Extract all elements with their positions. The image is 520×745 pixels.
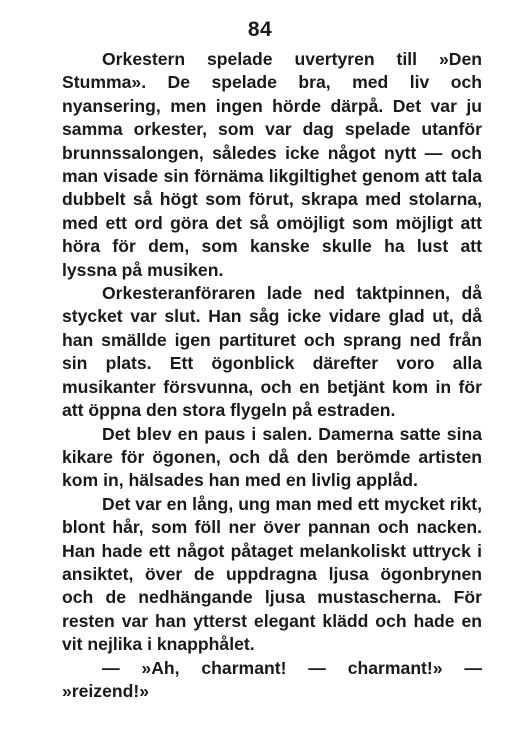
paragraph-pause-in-hall: Det blev en paus i salen. Damerna satte sina kikare för ögonen, och då den berömde artisten kom in, hälsades han med en livlig applåd. (62, 423, 482, 491)
paragraph-orchestra-overture: Orkestern spelade uvertyren till »Den Stumma». De spelade bra, med liv och nyansering, men ingen hörde därpå. Det var ju samma orkester, som var dag spelade utanför brunnssalongen, således icke något nytt — och man visade sin förnäma likgiltighet genom att tala dubbelt så högt som förut, skrapa med stolarna, med ett ord göra det så omöjligt som möjligt att höra för dem, som kanske skulle ha lust att lyssna på musiken. (62, 49, 482, 280)
paragraph-audience-exclamation: — »Ah, charmant! — charmant!» — »reizend!» (62, 657, 482, 701)
page-number: 84 (247, 18, 273, 41)
paragraph-conductor-leaves: Orkesteranföraren lade ned taktpinnen, då stycket var slut. Han såg icke vidare glad ut, då han smällde igen partituret och sprang ned från sin plats. Ett ögonblick därefter voro alla musikanter försvunna, och en betjänt kom in för att öppna den stora flygeln på estraden. (62, 283, 482, 421)
paragraph-artist-description: Det var en lång, ung man med ett mycket rikt, blont hår, som föll ner över pannan och nacken. Han hade ett något påtaget melankoliskt uttryck i ansiktet, över de uppdragna ljusa ögonbrynen och de nedhängande ljusa mustascherna. För resten var han ytterst elegant klädd och hade en vit nejlika i knapphålet. (62, 493, 482, 655)
body-text (62, 48, 482, 703)
